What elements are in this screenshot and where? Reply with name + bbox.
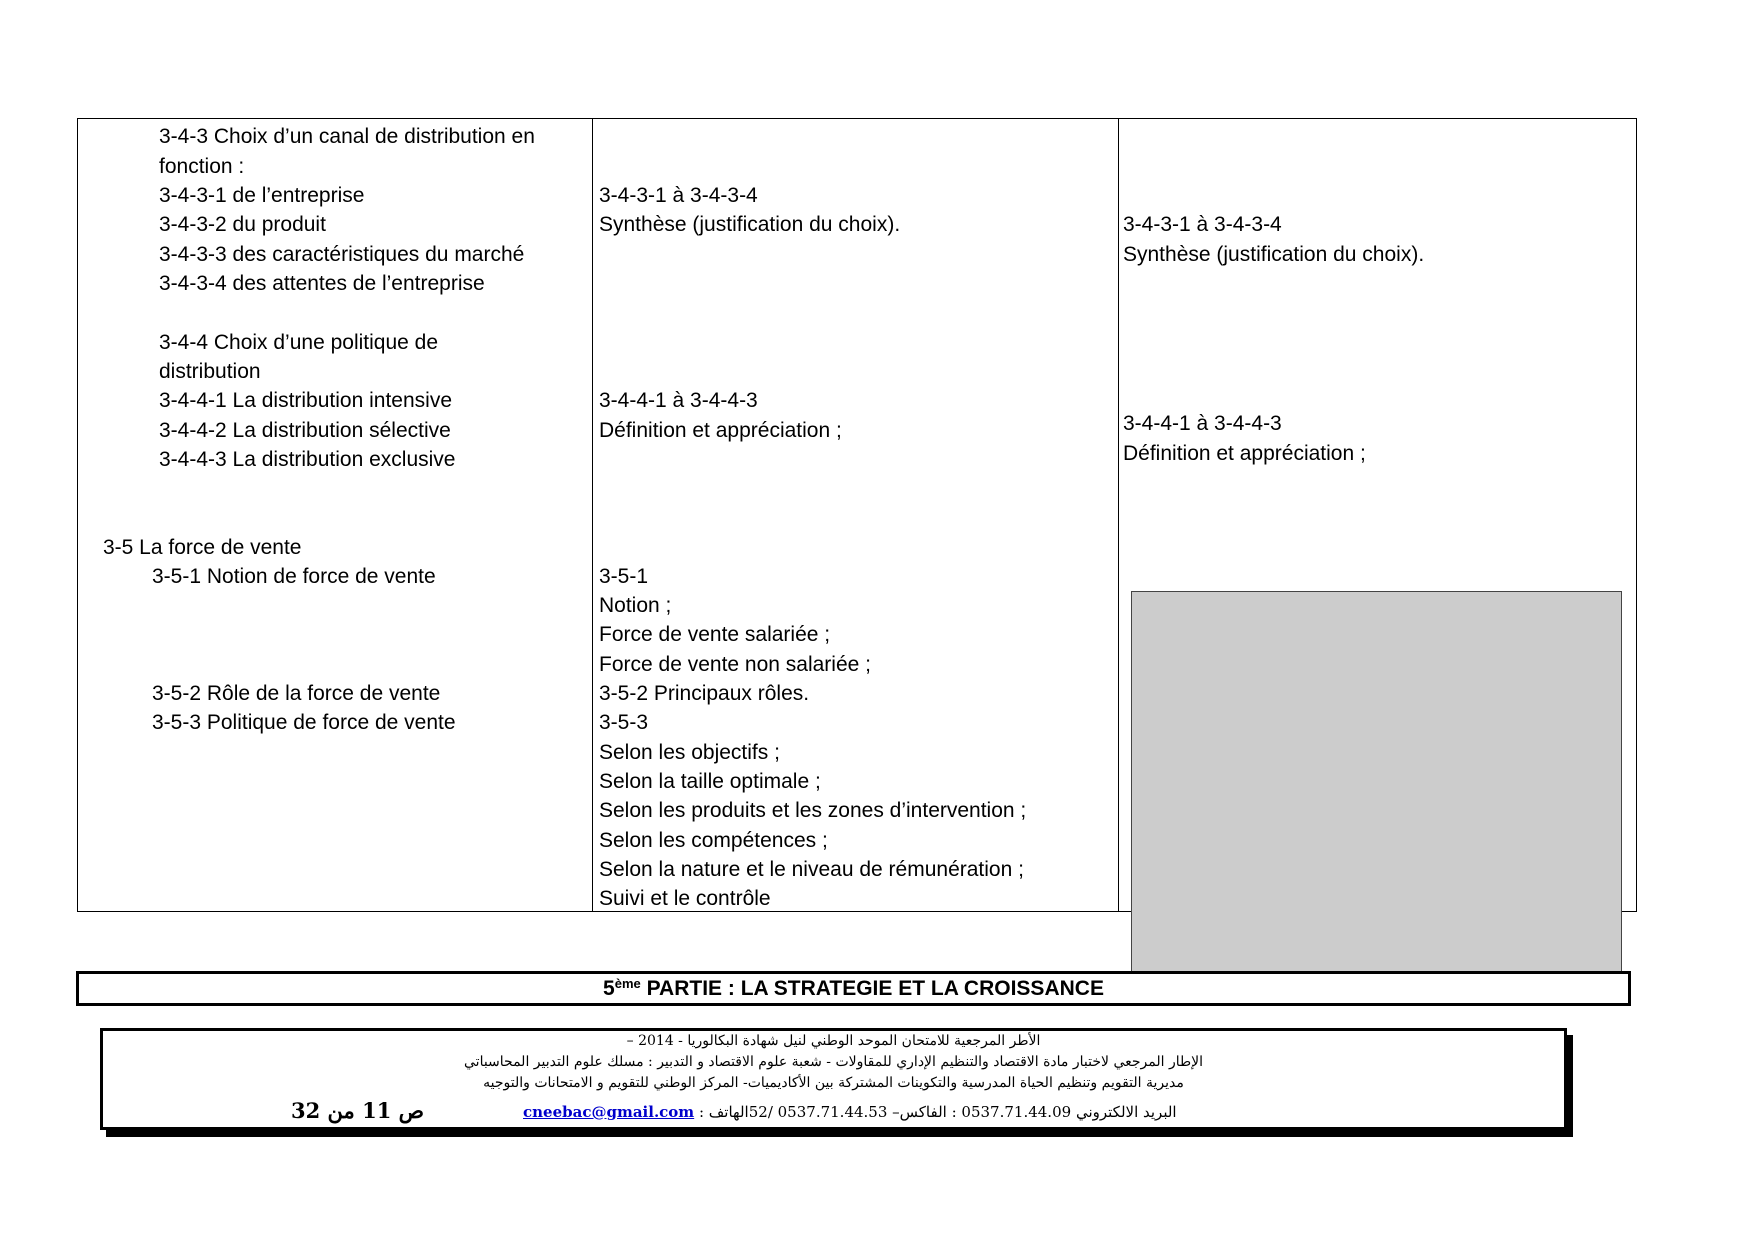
table-cell-text: Force de vente non salariée ;	[599, 653, 871, 676]
table-cell-text: Notion ;	[599, 594, 672, 617]
table-cell-text: 3-4-3-1 à 3-4-3-4	[1123, 213, 1282, 236]
section-heading: 3-5 La force de vente	[103, 536, 302, 559]
footer-line: مديرية التقويم وتنظيم الحياة المدرسية والتكوينات المشتركة بين الأكاديميات- المركز الوطني للتقويم و الامتحانات والتوجيه	[483, 1075, 1184, 1091]
table-cell-text: 3-4-4-2 La distribution sélective	[159, 419, 451, 442]
table-cell-text: 3-5-1 Notion de force de vente	[152, 565, 436, 588]
table-cell-text: 3-5-2 Rôle de la force de vente	[152, 682, 441, 705]
column-divider	[1118, 119, 1119, 911]
table-cell-text: 3-5-1	[599, 565, 649, 588]
table-cell-text: 3-4-3-4 des attentes de l’entreprise	[159, 272, 485, 295]
table-cell-text: 3-4-3-3 des caractéristiques du marché	[159, 243, 525, 266]
table-cell-text: 3-4-3-1 à 3-4-3-4	[599, 184, 758, 207]
page-footer	[100, 1028, 1567, 1130]
table-cell-text: 3-4-4-1 à 3-4-4-3	[599, 389, 758, 412]
table-cell-text: 3-4-4-1 à 3-4-4-3	[1123, 412, 1282, 435]
footer-line: الإطار المرجعي لاختبار مادة الاقتصاد والتنظيم الإداري للمقاولات - شعبة علوم الاقتصاد و التدبير : مسلك علوم التدبير المحاسباتي	[464, 1054, 1203, 1070]
table-cell-text: Selon la nature et le niveau de rémunération ;	[599, 858, 1024, 881]
table-cell-text: distribution	[159, 360, 261, 383]
table-cell-text: 3-4-3-2 du produit	[159, 213, 326, 236]
banner-title: PARTIE : LA STRATEGIE ET LA CROISSANCE	[640, 977, 1104, 1000]
table-cell-text: 3-5-3 Politique de force de vente	[152, 711, 456, 734]
table-cell-text: 3-5-2 Principaux rôles.	[599, 682, 810, 705]
table-cell-text: fonction :	[159, 155, 245, 178]
banner-number: 5	[603, 977, 615, 1000]
table-cell-text: Selon les compétences ;	[599, 829, 828, 852]
table-cell-text: Synthèse (justification du choix).	[1123, 243, 1425, 266]
table-cell-text: 3-5-3	[599, 711, 649, 734]
contact-details: : البريد الالكتروني 0537.71.44.09 : الفاكس– 0537.71.44.53 /52الهاتف	[694, 1103, 1177, 1121]
table-cell-text: 3-4-4-1 La distribution intensive	[159, 389, 452, 412]
gray-placeholder-box	[1131, 591, 1622, 974]
table-cell-text: 3-4-4-3 La distribution exclusive	[159, 448, 456, 471]
table-cell-text: 3-4-3-1 de l’entreprise	[159, 184, 365, 207]
table-cell-text: Suivi et le contrôle	[599, 887, 771, 910]
table-cell-text: Selon les objectifs ;	[599, 741, 780, 764]
email-link[interactable]: cneebac@gmail.com	[523, 1103, 695, 1121]
table-cell-text: 3-4-4 Choix d’une politique de	[159, 331, 439, 354]
table-cell-text: Selon la taille optimale ;	[599, 770, 821, 793]
table-cell-text: Définition et appréciation ;	[1123, 442, 1366, 465]
table-cell-text: 3-4-3 Choix d’un canal de distribution en	[159, 125, 535, 148]
column-divider	[592, 119, 593, 911]
footer-line: الأطر المرجعية للامتحان الموحد الوطني لنيل شهادة البكالوريا - 2014 –	[626, 1033, 1041, 1049]
section-banner	[76, 971, 1631, 1006]
table-cell-text: Force de vente salariée ;	[599, 623, 831, 646]
table-cell-text: Définition et appréciation ;	[599, 419, 842, 442]
banner-superscript: ème	[614, 976, 641, 991]
page-number: ص 11 من 32	[291, 1098, 425, 1123]
table-cell-text: Synthèse (justification du choix).	[599, 213, 901, 236]
table-cell-text: Selon les produits et les zones d’intervention ;	[599, 799, 1027, 822]
footer-contact	[523, 1101, 1177, 1123]
